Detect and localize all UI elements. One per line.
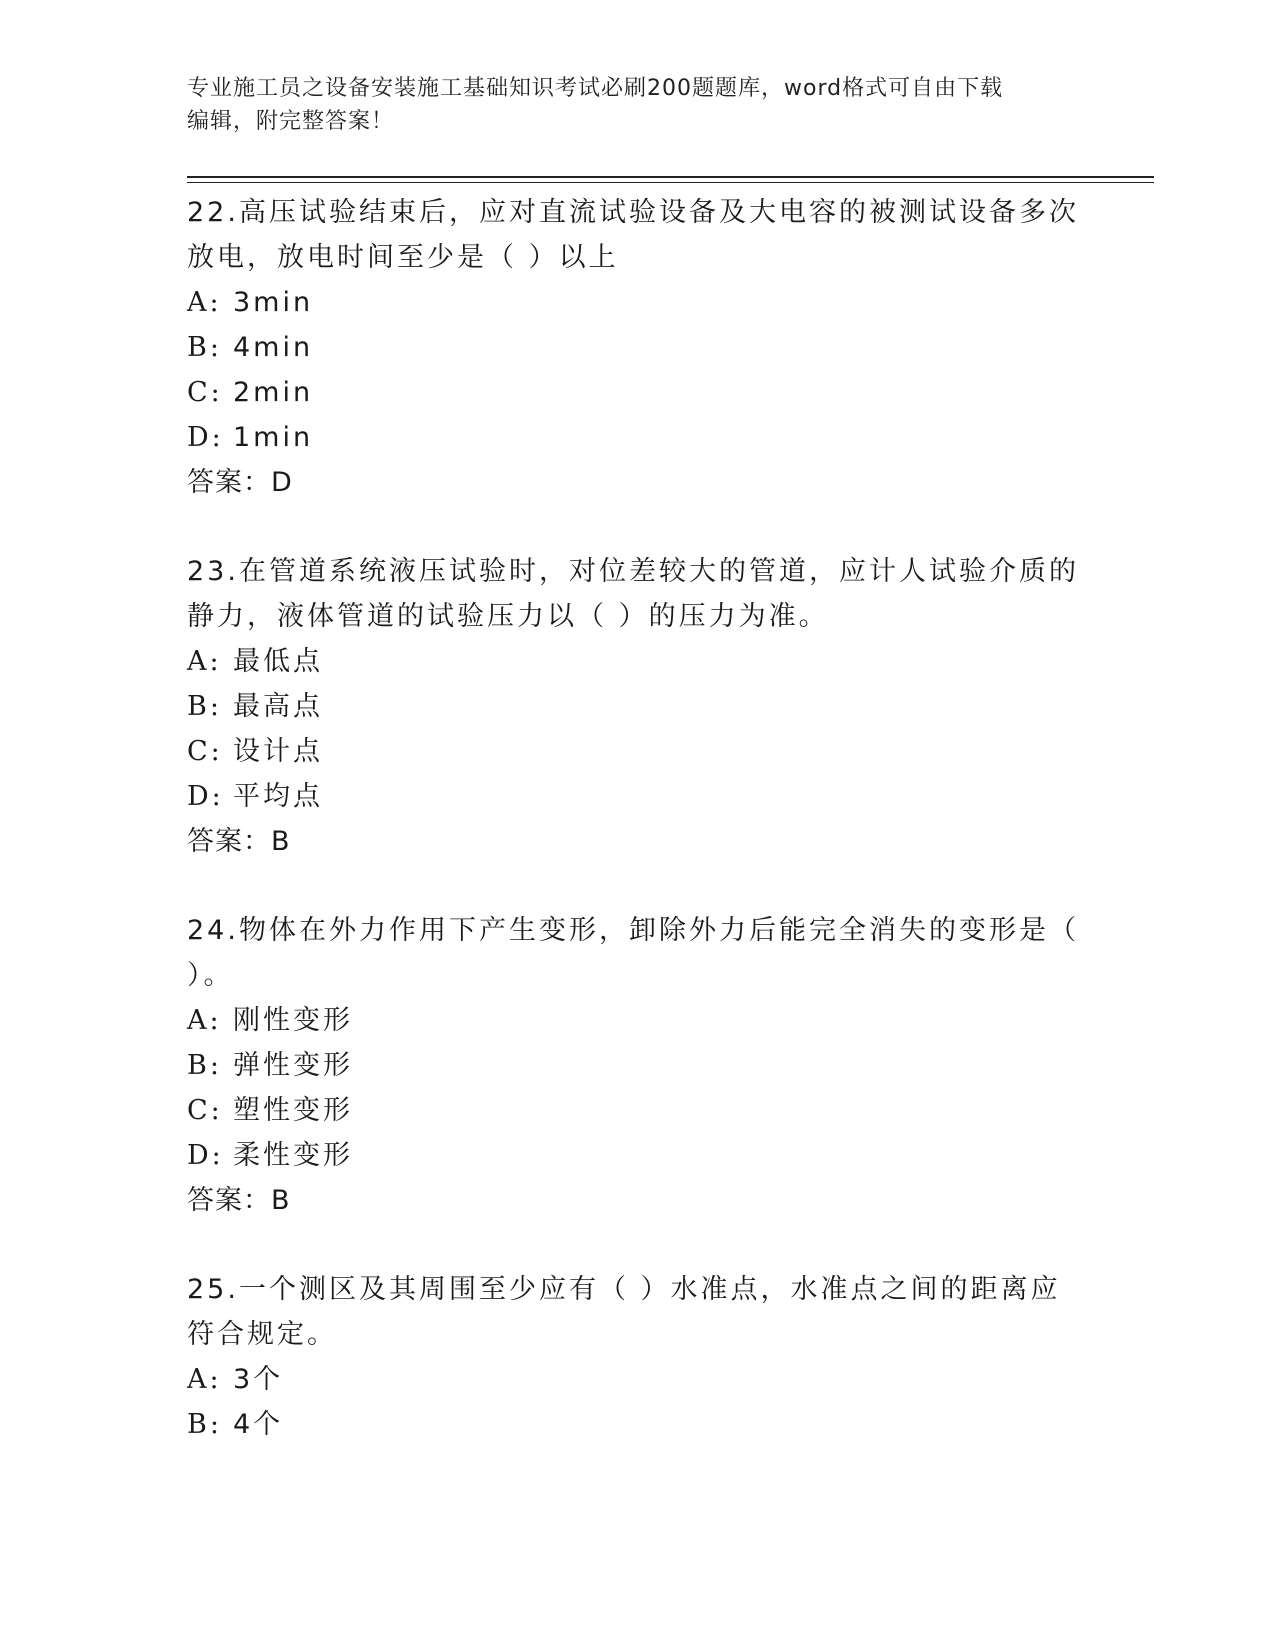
option-key: B: — [187, 691, 222, 722]
option-key: B: — [187, 1050, 222, 1081]
option-b — [187, 325, 1087, 370]
option-b — [187, 1043, 1087, 1088]
option-text: 4个 — [233, 1409, 284, 1440]
question-stem: 23.在管道系统液压试验时，对位差较大的管道，应计人试验介质的静力，液体管道的试验压力以（ ）的压力为准。 — [187, 556, 1079, 632]
header-line-1: 专业施工员之设备安装施工基础知识考试必刷200题题库，word格式可自由下载 — [187, 76, 1004, 101]
option-text: 刚性变形 — [233, 1005, 353, 1036]
option-text: 最低点 — [233, 646, 323, 677]
option-d — [187, 1133, 1087, 1178]
option-key: A: — [187, 287, 222, 318]
option-key: C: — [187, 377, 223, 408]
option-text: 最高点 — [233, 691, 323, 722]
question-stem: 25.一个测区及其周围至少应有（ ）水准点，水准点之间的距离应符合规定。 — [187, 1274, 1061, 1350]
option-c — [187, 729, 1087, 774]
header-line-2: 编辑，附完整答案！ — [187, 109, 395, 134]
option-key: D: — [187, 1140, 224, 1171]
option-key: A: — [187, 1005, 222, 1036]
option-a — [187, 1357, 1087, 1402]
question-list — [187, 190, 1087, 1491]
option-text: 塑性变形 — [233, 1095, 353, 1126]
option-text: 平均点 — [233, 781, 323, 812]
option-d — [187, 415, 1087, 460]
option-key: B: — [187, 1409, 222, 1440]
option-key: C: — [187, 736, 223, 767]
option-text: 4min — [233, 332, 314, 363]
option-key: B: — [187, 332, 222, 363]
question-23 — [187, 549, 1087, 864]
answer-label: 答案：B — [187, 826, 291, 857]
question-25 — [187, 1267, 1087, 1447]
option-key: C: — [187, 1095, 223, 1126]
question-stem: 24.物体在外力作用下产生变形，卸除外力后能完全消失的变形是（ ）。 — [187, 915, 1079, 991]
option-text: 3个 — [233, 1364, 284, 1395]
option-b — [187, 684, 1087, 729]
option-text: 2min — [233, 377, 314, 408]
option-key: D: — [187, 422, 224, 453]
option-d — [187, 774, 1087, 819]
option-text: 弹性变形 — [233, 1050, 353, 1081]
option-text: 1min — [233, 422, 314, 453]
question-24 — [187, 908, 1087, 1223]
option-c — [187, 370, 1087, 415]
option-a — [187, 280, 1087, 325]
option-text: 设计点 — [233, 736, 323, 767]
option-a — [187, 639, 1087, 684]
answer-label: 答案：B — [187, 1185, 291, 1216]
option-text: 柔性变形 — [233, 1140, 353, 1171]
header-divider-thin — [187, 182, 1154, 183]
header-divider-thick — [187, 176, 1154, 178]
option-key: A: — [187, 646, 222, 677]
option-text: 3min — [233, 287, 314, 318]
option-key: A: — [187, 1364, 222, 1395]
question-22 — [187, 190, 1087, 505]
document-header — [187, 72, 1087, 138]
option-c — [187, 1088, 1087, 1133]
option-a — [187, 998, 1087, 1043]
answer-label: 答案：D — [187, 467, 293, 498]
option-b — [187, 1402, 1087, 1447]
question-stem: 22.高压试验结束后，应对直流试验设备及大电容的被测试设备多次放电，放电时间至少是（ ）以上 — [187, 197, 1079, 273]
option-key: D: — [187, 781, 224, 812]
